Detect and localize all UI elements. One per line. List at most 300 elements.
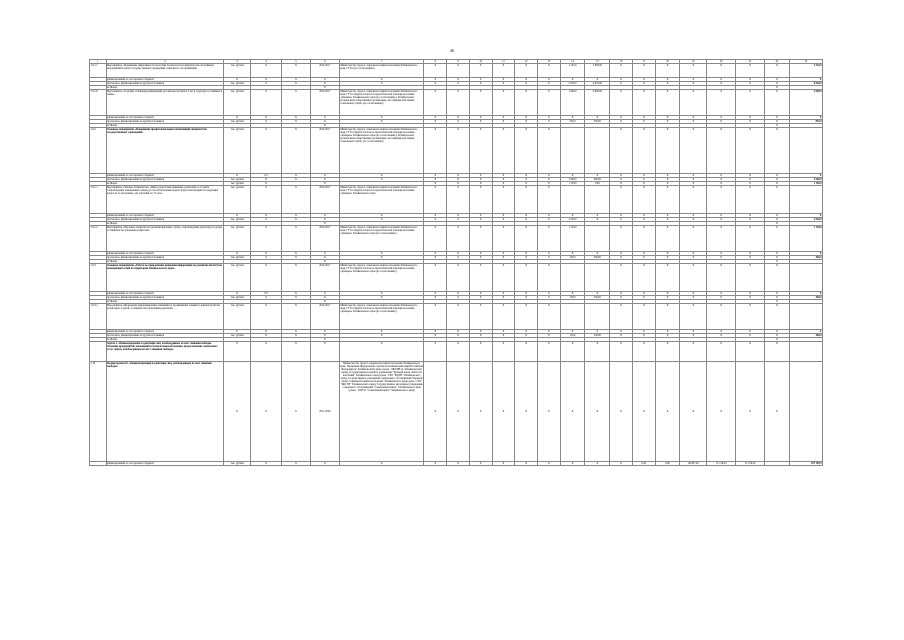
table-row [90, 128, 823, 174]
table-cell: X [632, 174, 655, 178]
table-cell: X [765, 256, 790, 260]
table-cell: X [537, 186, 560, 214]
table-cell: X [655, 330, 680, 334]
table-cell [585, 128, 610, 174]
table-cell: X [282, 256, 311, 260]
table-cell: X [424, 182, 447, 186]
table-cell: X [736, 252, 765, 256]
table-cell: X [585, 252, 610, 256]
table-cell: X [680, 178, 707, 182]
table-cell: X [680, 252, 707, 256]
table-cell: X [282, 78, 311, 82]
table-cell: X [424, 342, 447, 362]
table-cell: X [610, 252, 633, 256]
table-cell: X [632, 90, 655, 116]
table-cell: X [251, 330, 282, 334]
table-cell: X [282, 120, 311, 124]
table-cell: 46 667,20 [680, 462, 707, 466]
table-cell: X [515, 292, 538, 296]
table-cell: X [537, 330, 560, 334]
table-cell: X [655, 296, 680, 300]
table-cell: X [680, 64, 707, 78]
table-cell: X [515, 256, 538, 260]
table-cell: X [765, 304, 790, 330]
table-cell: X [765, 90, 790, 116]
table-cell: X [680, 218, 707, 222]
table-cell: X [765, 186, 790, 214]
fund-label: из Фонда [106, 86, 224, 90]
table-cell: X [765, 128, 790, 174]
table-cell: X [339, 82, 424, 86]
table-cell: тыс. рублей [224, 182, 251, 186]
table-cell: X [251, 90, 282, 116]
row-period: 2016-2017 [310, 90, 339, 116]
table-cell: X [736, 186, 765, 214]
table-cell: X [736, 120, 765, 124]
table-cell: X [610, 296, 633, 300]
table-cell: X [515, 264, 538, 292]
table-cell: X [632, 296, 655, 300]
table-cell: X [492, 90, 515, 116]
table-cell: X [424, 296, 447, 300]
table-cell: X [632, 292, 655, 296]
table-cell: 250,00 [585, 296, 610, 300]
table-cell: X [424, 64, 447, 78]
table-cell: 505,0 [560, 120, 585, 124]
table-cell: X [424, 116, 447, 120]
table-cell: X [585, 218, 610, 222]
table-cell: X [632, 178, 655, 182]
table-cell: X [789, 214, 822, 218]
page-number: 46 [450, 48, 454, 53]
table-cell: X [224, 174, 251, 178]
table-cell: X [251, 334, 282, 338]
table-cell: X [610, 462, 633, 466]
table-cell: X [424, 90, 447, 116]
table-cell: X [560, 214, 585, 218]
funding-label: финансирование за счет краевого бюджета [106, 292, 224, 296]
table-cell: X [469, 256, 492, 260]
table-cell: X [339, 462, 424, 466]
table-cell: X [736, 178, 765, 182]
column-header: 15 [585, 60, 610, 64]
table-cell: X [610, 78, 633, 82]
table-cell: X [224, 78, 251, 82]
row-executor: Министерство труда и социальной защиты населения Забайкальского края, ГУСО «Центр психолого-педагогической помощи населению «Доверие» Забайкальского края (по согласованию) [339, 264, 424, 292]
table-cell: X [282, 292, 311, 296]
table-cell: X [469, 214, 492, 218]
table-cell: X [655, 116, 680, 120]
table-cell: X [251, 296, 282, 300]
table-cell: X [492, 296, 515, 300]
table-cell: X [560, 342, 585, 362]
table-cell: X [251, 362, 282, 462]
table-cell: X [680, 264, 707, 292]
table-cell: X [251, 186, 282, 214]
table-cell: X [282, 330, 311, 334]
table-cell: 150,0 [560, 334, 585, 338]
row-period: 2011-2020 [310, 362, 339, 462]
table-cell: X [680, 362, 707, 462]
table-cell: X [707, 174, 736, 178]
table-cell: X [447, 214, 470, 218]
table-cell: 51 156,20 [707, 462, 736, 466]
table-cell: X [707, 90, 736, 116]
table-cell: X [515, 128, 538, 174]
column-header: 9 [447, 60, 470, 64]
row-period: 2016-2017 [310, 304, 339, 330]
table-cell: X [282, 82, 311, 86]
table-cell: X [707, 292, 736, 296]
table-cell: X [765, 296, 790, 300]
table-cell: X [469, 186, 492, 214]
table-cell: X [680, 128, 707, 174]
row-title: Подпрограмма 10. «Реинвалидизация и адаптация лиц, освобожденных из мест лишения свободы» [106, 362, 224, 462]
table-cell: X [447, 186, 470, 214]
funding-label: прогнозное, финансирование из других источников [106, 256, 224, 260]
table-cell: X [655, 64, 680, 78]
table-cell: X [537, 174, 560, 178]
table-cell: X [424, 214, 447, 218]
row-period: 2016-2017 [310, 264, 339, 292]
column-header: 3 [224, 60, 251, 64]
table-cell: X [424, 82, 447, 86]
table-cell: X [585, 292, 610, 296]
table-cell: X [447, 218, 470, 222]
table-cell: X [655, 252, 680, 256]
table-cell: X [515, 174, 538, 178]
table-cell: X [469, 64, 492, 78]
table-cell: X [515, 330, 538, 334]
table-cell: X [680, 82, 707, 86]
table-cell: X [537, 334, 560, 338]
table-cell: X [424, 264, 447, 292]
table-cell: X [469, 128, 492, 174]
table-cell: X [765, 124, 790, 128]
column-header: 17 [632, 60, 655, 64]
table-cell [765, 462, 790, 466]
table-cell: X [655, 334, 680, 338]
table-cell: 855,0 [789, 120, 822, 124]
table-cell: X [765, 82, 790, 86]
table-cell: 3 900,00 [585, 90, 610, 116]
table-cell: X [492, 330, 515, 334]
table-cell: X [492, 334, 515, 338]
row-period: 2016-2017 [310, 64, 339, 78]
table-cell: X [789, 78, 822, 82]
table-cell: X [560, 330, 585, 334]
table-cell: X [655, 362, 680, 462]
table-cell: X [469, 296, 492, 300]
table-cell: X [707, 226, 736, 252]
table-cell: X [707, 186, 736, 214]
table-cell: X [282, 218, 311, 222]
table-cell: X [680, 334, 707, 338]
table-cell: X [610, 226, 633, 252]
table-cell: X [224, 214, 251, 218]
table-cell: тыс. рублей [224, 296, 251, 300]
table-cell: X [736, 90, 765, 116]
column-header: 2 [106, 60, 224, 64]
table-cell: X [251, 252, 282, 256]
row-title: Мероприятие «Повышение эффективности программ безопасности и физкультурно-спортивных мероприятий в работе государственных учреждений социального обслуживания» [106, 64, 224, 78]
table-cell: X [424, 128, 447, 174]
table-cell: X [707, 304, 736, 330]
column-header: 13 [537, 60, 560, 64]
task-title: Задача 4. «Реинвалидизация и адаптация лиц, освобожденных из мест лишения свободы. Оказание предприятий, повышений и психологической помощи, предоставление социальных услуг лицам, освобожденным из мест лишения свободы» [106, 342, 224, 362]
table-cell: X [707, 296, 736, 300]
table-cell: X [680, 120, 707, 124]
table-cell: X [610, 342, 633, 362]
table-cell: X [680, 214, 707, 218]
table-cell: X [680, 256, 707, 260]
table-cell: X [632, 218, 655, 222]
table-cell: X [655, 342, 680, 362]
table-cell: X [282, 116, 311, 120]
table-cell: X [492, 252, 515, 256]
table-cell: тыс. рублей [224, 256, 251, 260]
table-cell: X [655, 174, 680, 178]
table-cell: 150,0 [560, 296, 585, 300]
table-cell: X [765, 182, 790, 186]
table-cell: X [707, 252, 736, 256]
table-cell: X [707, 178, 736, 182]
fund-label: из Фонда [106, 260, 224, 264]
table-cell: X [537, 292, 560, 296]
row-period: 2016-2017 [310, 226, 339, 252]
table-cell: X [765, 300, 790, 304]
table-cell: X [736, 218, 765, 222]
table-cell: X [736, 128, 765, 174]
table-cell: тыс. рублей [224, 218, 251, 222]
table-cell: X [251, 264, 282, 292]
table-cell: X [339, 330, 424, 334]
table-cell: X [610, 64, 633, 78]
table-cell: X [632, 82, 655, 86]
table-cell: X [736, 264, 765, 292]
table-cell: X [585, 462, 610, 466]
table-cell: X [655, 178, 680, 182]
fund-label: из Фонда [106, 338, 224, 342]
row-executor: Министерство труда и социальной защиты населения Забайкальского края, ГУСО (по согласованию) [339, 64, 424, 78]
table-cell: X [655, 292, 680, 296]
table-row [90, 264, 823, 292]
table-cell: X [282, 264, 311, 292]
row-code: 1.9.2.1 [90, 186, 107, 214]
table-cell: X [310, 256, 339, 260]
table-cell: X [310, 178, 339, 182]
table-cell: X [339, 218, 424, 222]
table-cell: X [632, 342, 655, 362]
table-cell: X [632, 78, 655, 82]
funding-label: финансирование за счет краевого бюджета [106, 462, 224, 466]
row-title: Основное мероприятие «Повышение профессиональных компетенций специалистов государственных учреждений» [106, 128, 224, 174]
table-cell: X [339, 120, 424, 124]
table-cell: 2 500,0 [560, 218, 585, 222]
table-cell: X [610, 120, 633, 124]
table-cell: X [224, 116, 251, 120]
table-cell: X [537, 264, 560, 292]
table-cell: X [680, 90, 707, 116]
table-cell: X [447, 292, 470, 296]
table-cell: X [339, 214, 424, 218]
table-cell [585, 304, 610, 330]
table-cell: X [282, 252, 311, 256]
table-cell: X [765, 64, 790, 78]
table-cell: X [282, 214, 311, 218]
column-header: 19 [680, 60, 707, 64]
table-cell: X [447, 116, 470, 120]
table-cell: X [469, 264, 492, 292]
table-cell: X [765, 78, 790, 82]
table-cell: X [632, 330, 655, 334]
table-cell: X [224, 292, 251, 296]
table-cell: X [447, 178, 470, 182]
table-cell: X [469, 462, 492, 466]
table-cell [560, 304, 585, 330]
table-cell: X [251, 342, 282, 362]
table-cell: X [515, 304, 538, 330]
table-cell: X [424, 330, 447, 334]
table-cell: X [424, 256, 447, 260]
table-cell: X [424, 304, 447, 330]
table-cell: X [492, 186, 515, 214]
table-cell: X [469, 82, 492, 86]
table-cell: X [537, 342, 560, 362]
table-cell: X [707, 82, 736, 86]
row-unit: тыс. рублей [224, 186, 251, 214]
table-cell: X [765, 120, 790, 124]
table-cell: X [585, 116, 610, 120]
table-cell: X [424, 186, 447, 214]
row-total: 3 225,0 [789, 64, 822, 78]
table-cell: X [610, 186, 633, 214]
table-cell: X [492, 174, 515, 178]
table-cell: X [707, 264, 736, 292]
table-cell: X [424, 362, 447, 462]
column-header: 14 [560, 60, 585, 64]
table-cell: X [515, 64, 538, 78]
table-cell: X [469, 342, 492, 362]
table-cell: X [469, 174, 492, 178]
table-cell: X [492, 256, 515, 260]
table-cell [560, 264, 585, 292]
table-cell: X [680, 182, 707, 186]
table-cell: X [492, 218, 515, 222]
subprogram-row [90, 362, 823, 462]
table-cell: X [447, 296, 470, 300]
table-cell: X [310, 260, 339, 264]
table-cell: 6 650,0 [789, 82, 822, 86]
table-cell: X [537, 362, 560, 462]
table-cell: X [515, 214, 538, 218]
table-cell: 3 800,00 [585, 64, 610, 78]
table-cell: X [492, 342, 515, 362]
table-cell: X [765, 292, 790, 296]
table-row [90, 304, 823, 330]
table-cell: X [515, 178, 538, 182]
table-cell: X [515, 342, 538, 362]
table-cell: X [447, 334, 470, 338]
column-header: 12 [515, 60, 538, 64]
table-cell: X [707, 64, 736, 78]
table-cell: X [765, 330, 790, 334]
table-cell: X [224, 362, 251, 462]
table-cell: X [707, 256, 736, 260]
table-cell: X [765, 116, 790, 120]
table-cell: X [610, 116, 633, 120]
table-cell: X [339, 178, 424, 182]
table-cell: X [515, 226, 538, 252]
table-cell: X [424, 462, 447, 466]
row-code: 1.10 [90, 362, 107, 462]
table-cell: X [765, 334, 790, 338]
table-cell: X [765, 226, 790, 252]
table-cell: X [251, 226, 282, 252]
table-cell: X [310, 334, 339, 338]
table-cell: X [655, 226, 680, 252]
table-cell: X [447, 90, 470, 116]
table-cell: X [469, 362, 492, 462]
row-period: 2016-2017 [310, 186, 339, 214]
table-cell: X [424, 292, 447, 296]
table-cell: тыс. рублей [224, 462, 251, 466]
table-cell: 400,0 [789, 296, 822, 300]
table-cell: X [424, 78, 447, 82]
table-cell: X [251, 64, 282, 78]
row-unit: тыс. рублей [224, 304, 251, 330]
row-code: 1.9.1.7 [90, 64, 107, 78]
table-cell: X [707, 78, 736, 82]
table-cell: X [224, 252, 251, 256]
table-cell: X [789, 330, 822, 334]
table-cell: X [736, 304, 765, 330]
fund-label: из Фонда [106, 300, 224, 304]
table-cell: 2 600,0 [789, 178, 822, 182]
table-cell: X [632, 128, 655, 174]
row-title: Основное мероприятие «Работа по привлечению внимания информации по развитию институтов замещающих семей на территории Забайкальского края» [106, 264, 224, 292]
table-cell: X [447, 264, 470, 292]
table-cell: X [339, 116, 424, 120]
table-cell: X [655, 256, 680, 260]
table-cell: X [515, 218, 538, 222]
table-cell: X [765, 86, 790, 90]
table-cell: X [515, 362, 538, 462]
table-cell: X [632, 182, 655, 186]
row-code: 1.9.1.8 [90, 90, 107, 116]
table-cell: X [310, 330, 339, 334]
table-cell: X [560, 362, 585, 462]
table-cell: X [610, 362, 633, 462]
table-cell: X [789, 116, 822, 120]
table-cell: X [251, 304, 282, 330]
table-cell: X [492, 362, 515, 462]
table-cell: X [610, 128, 633, 174]
table-cell: X [310, 182, 339, 186]
table-cell [90, 462, 107, 466]
table-cell: X [680, 116, 707, 120]
table-cell: X [339, 256, 424, 260]
funding-label: финансирование за счет краевого бюджета [106, 116, 224, 120]
table-cell: X [707, 214, 736, 218]
table-cell: X [447, 174, 470, 178]
table-cell: X [632, 334, 655, 338]
table-cell: 405,0 [789, 256, 822, 260]
table-cell: X [610, 256, 633, 260]
table-cell [789, 362, 822, 462]
table-cell: X [736, 182, 765, 186]
table-cell: X [251, 256, 282, 260]
